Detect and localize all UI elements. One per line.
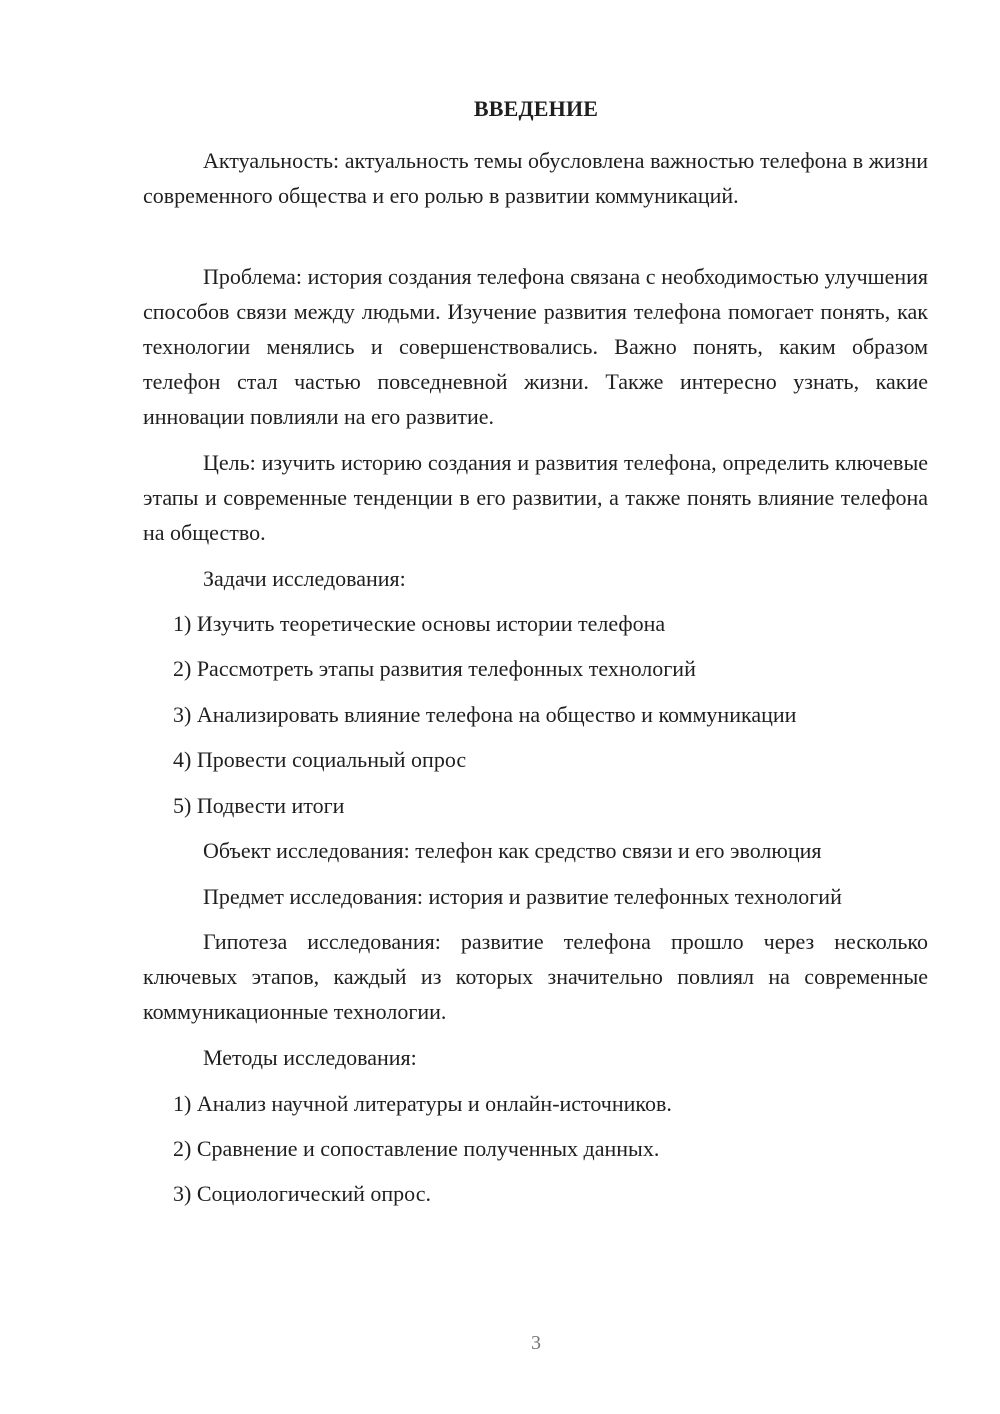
- relevance-paragraph: Актуальность: актуальность темы обусловлена важностью телефона в жизни современного общества и его ролью в развитии коммуникаций.: [143, 148, 928, 208]
- task-item-3: 3) Анализировать влияние телефона на общество и коммуникации: [173, 702, 797, 727]
- task-item-5: 5) Подвести итоги: [173, 793, 345, 818]
- method-item-1: 1) Анализ научной литературы и онлайн-источников.: [173, 1091, 672, 1116]
- tasks-title: Задачи исследования:: [203, 566, 406, 591]
- task-item-2: 2) Рассмотреть этапы развития телефонных технологий: [173, 656, 696, 681]
- hypothesis-paragraph: Гипотеза исследования: развитие телефона прошло через несколько ключевых этапов, каждый из которых значительно повлиял на современные коммуникационные технологии.: [143, 929, 928, 1024]
- problem-paragraph: Проблема: история создания телефона связана с необходимостью улучшения способов связи между людьми. Изучение развития телефона помогает понять, как технологии менялись и совершенствовались. Важно понять, каким образом телефон стал частью повседневной жизни. Также интересно узнать, какие инновации повлияли на его развитие.: [143, 264, 928, 429]
- page-number: 3: [531, 1332, 541, 1354]
- task-item-1: 1) Изучить теоретические основы истории телефона: [173, 611, 666, 636]
- method-item-2: 2) Сравнение и сопоставление полученных данных.: [173, 1136, 660, 1161]
- method-item-3: 3) Социологический опрос.: [173, 1181, 431, 1206]
- subject-line: Предмет исследования: история и развитие телефонных технологий: [203, 884, 842, 909]
- methods-title: Методы исследования:: [203, 1045, 417, 1070]
- section-heading: ВВЕДЕНИЕ: [473, 96, 599, 121]
- goal-paragraph: Цель: изучить историю создания и развития телефона, определить ключевые этапы и современные тенденции в его развитии, а также понять влияние телефона на общество.: [143, 450, 928, 545]
- task-item-4: 4) Провести социальный опрос: [173, 747, 467, 772]
- object-line: Объект исследования: телефон как средство связи и его эволюция: [203, 838, 822, 863]
